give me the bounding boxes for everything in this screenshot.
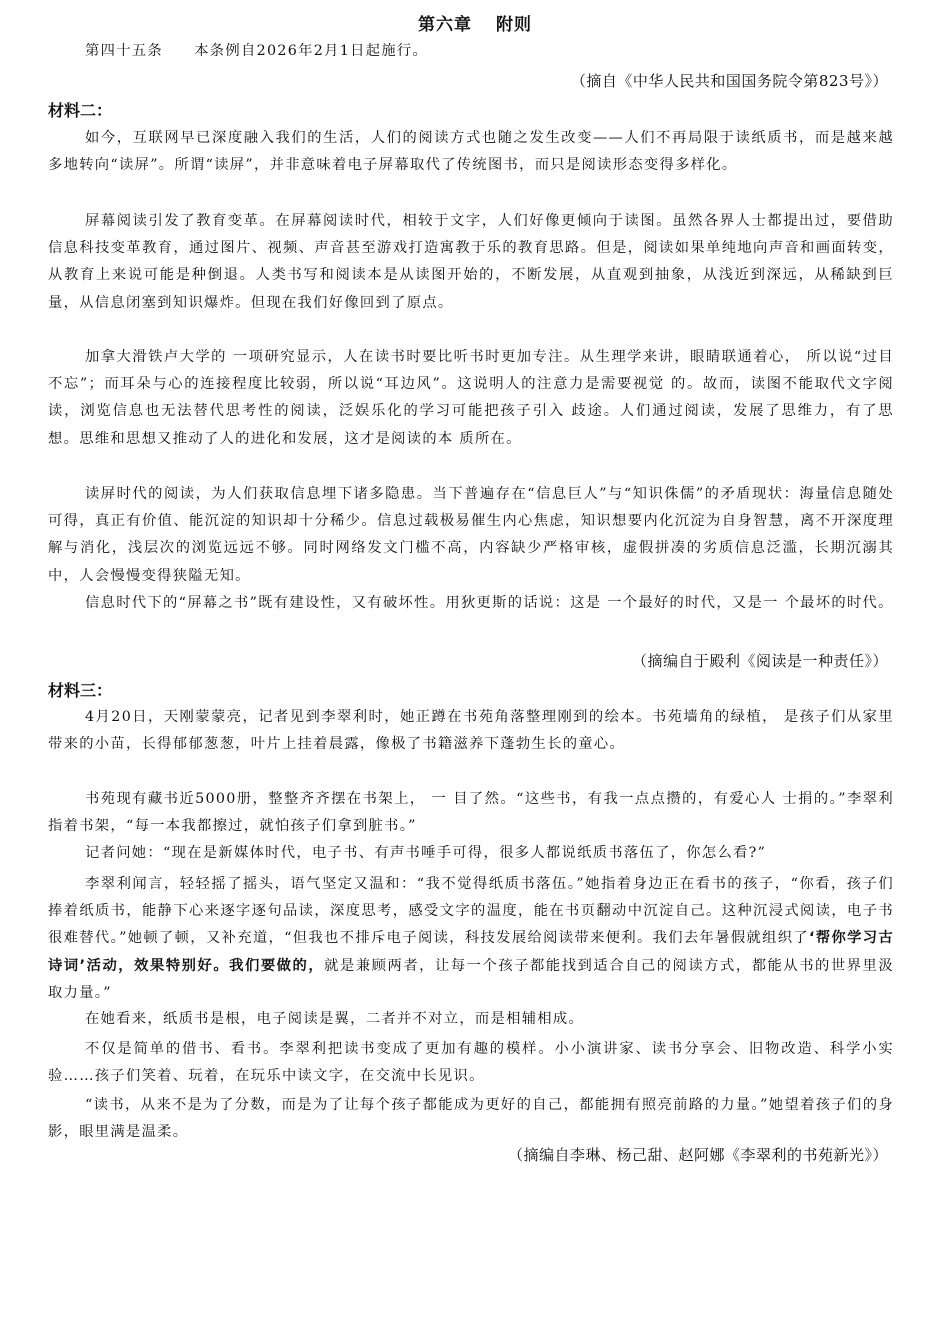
material3-paragraph [48, 871, 894, 1007]
material3-paragraph: 不仅是简单的借书、看书。李翠利把读书变成了更加有趣的模样。小小演讲家、读书分享会、旧物改造、科学小实验……孩子们笑着、玩着，在玩乐中读文字，在交流中长见识。 [48, 1041, 894, 1085]
chapter-number: 第六章 [418, 15, 472, 35]
material3-paragraph: 4月20日，天刚蒙蒙亮，记者见到李翠利时，她正蹲在书苑角落整理刚到的绘本。书苑墙角的绿植， 是孩子们从家里带来的小苗，长得郁郁葱葱，叶片上挂着晨露，像极了书籍滋养下蓬勃生长的童心。 [48, 709, 894, 753]
source-note-2: （摘编自于殿利《阅读是一种责任》） [631, 652, 888, 670]
article-text: 本条例自2026年2月1日起施行。 [194, 43, 429, 59]
article-45 [48, 38, 894, 65]
para4-bold-text: ‘帮你学习古诗词’活动，效果特别好。我们要做的， [48, 930, 894, 974]
material3-paragraph: 在她看来，纸质书是根，电子阅读是翼，二者并不对立，而是相辅相成。 [85, 1011, 585, 1027]
material3-paragraph: “读书，从来不是为了分数，而是为了让每个孩子都能成为更好的自己，都能拥有照亮前路的力量。”她望着孩子们的身影，眼里满是温柔。 [48, 1097, 894, 1141]
material3-heading: 材料三： [48, 681, 113, 700]
material2-paragraph: 屏幕阅读引发了教育变革。在屏幕阅读时代，相较于文字，人们好像更倾向于读图。虽然各界人士都提出过，要借助信息科技变革教育，通过图片、视频、声音甚至游戏打造寓教于乐的教育思路。但是，阅读如果单纯地向声音和画面转变，从教育上来说可能是种倒退。人类书写和阅读本是从读图开始的，不断发展，从直观到抽象，从浅近到深远，从稀缺到巨量，从信息闭塞到知识爆炸。但现在我们好像回到了原点。 [48, 213, 894, 311]
material3-paragraph: 记者问她：“现在是新媒体时代，电子书、有声书唾手可得，很多人都说纸质书落伍了，你怎么看?” [85, 845, 767, 861]
source-note-3: （摘编自李琳、杨己甜、赵阿娜《李翠利的书苑新光》） [507, 1146, 888, 1164]
chapter-name: 附则 [496, 15, 532, 35]
material2-heading: 材料二： [48, 101, 113, 120]
para4-tail: 就是兼顾两者，让每一个孩子都能找到适合自己的阅读方式，都能从书的世界里汲取力量。” [48, 957, 894, 1001]
material2-paragraph: 如今，互联网早已深度融入我们的生活，人们的阅读方式也随之发生改变——人们不再局限于读纸质书，而是越来越多地转向“读屏”。所谓“读屏”，并非意味着电子屏幕取代了传统图书，而只是阅读形态变得多样化。 [48, 130, 894, 174]
source-note-1: （摘自《中华人民共和国国务院令第823号》） [570, 72, 888, 90]
article-label: 第四十五条 [85, 43, 163, 59]
chapter-title [0, 10, 950, 35]
material2-paragraph: 加拿大滑铁卢大学的 一项研究显示，人在读书时要比听书时更加专注。从生理学来讲，眼睛联通着心， 所以说“过目不忘”；而耳朵与心的连接程度比较弱，所以说“耳边风”。这说明人的注意力是需要视觉 的。故而，读图不能取代文字阅读，浏览信息也无法替代思考性的阅读，泛娱乐化的学习可能把孩子引入 歧途。人们通过阅读，发展了思维力，有了思想。思维和思想又推动了人的进化和发展，这才是阅读的本 质所在。 [48, 349, 894, 447]
para4-text: 李翠利闻言，轻轻摇了摇头，语气坚定又温和：“我不觉得纸质书落伍。”她指着身边正在看书的孩子，“你看，孩子们捧着纸质书，能静下心来逐字逐句品读，深度思考，感受文字的温度，能在书页翻动中沉淀自己。这种沉浸式阅读，电子书很难替代。”她顿了顿，又补充道，“但我也不排斥电子阅读，科技发展给阅读带来便利。我们去年暑假就组织了 [48, 876, 894, 947]
material2-paragraph: 读屏时代的阅读，为人们获取信息埋下诸多隐患。当下普遍存在“信息巨人”与“知识侏儒”的矛盾现状：海量信息随处可得，真正有价值、能沉淀的知识却十分稀少。信息过载极易催生内心焦虑，知识想要内化沉淀为自身智慧，离不开深度理解与消化，浅层次的浏览远远不够。同时网络发文门槛不高，内容缺少严格审核，虚假拼凑的劣质信息泛滥，长期沉溺其中，人会慢慢变得狭隘无知。 [48, 486, 894, 584]
material3-paragraph: 书苑现有藏书近5000册，整整齐齐摆在书架上， 一 目了然。“这些书，有我一点点攒的，有爱心人 士捐的。”李翠利指着书架，“每一本我都擦过，就怕孩子们拿到脏书。” [48, 791, 894, 835]
material2-paragraph: 信息时代下的“屏幕之书”既有建设性，又有破坏性。用狄更斯的话说：这是 一个最好的时代，又是一 个最坏的时代。 [85, 595, 894, 611]
